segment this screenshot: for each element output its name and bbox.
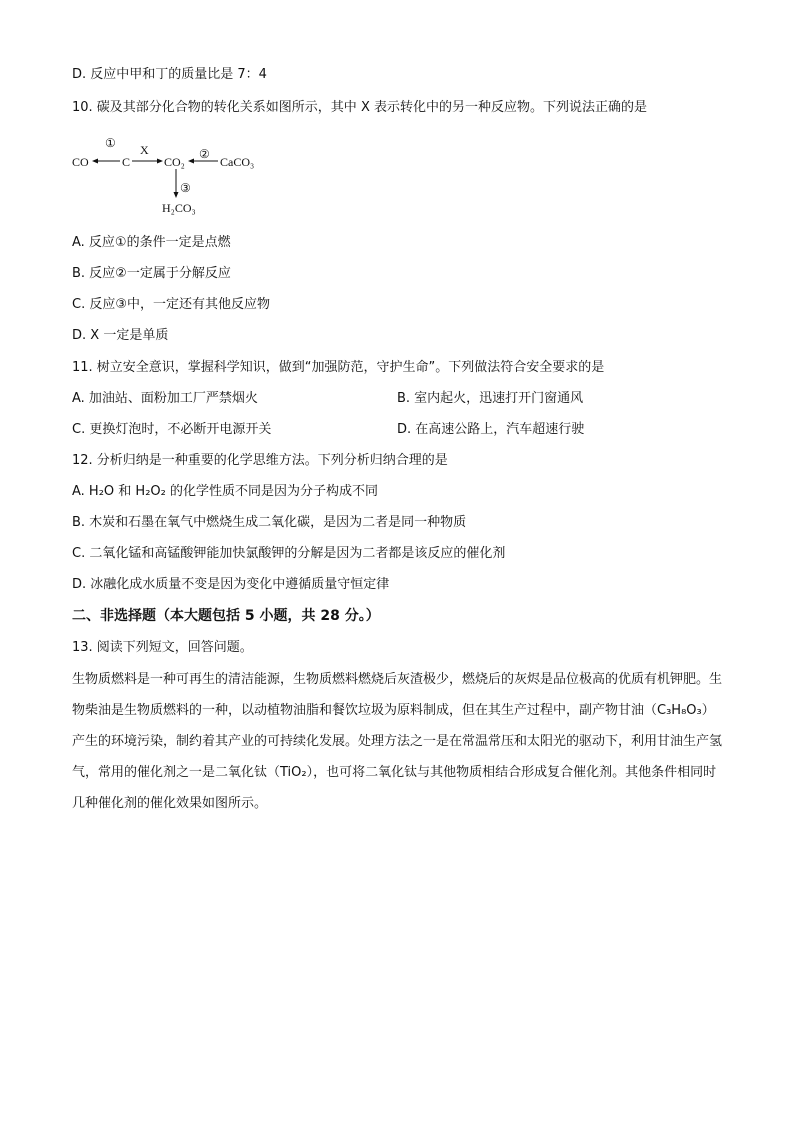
label-reaction-2: ② (199, 147, 210, 161)
compound-co2: CO₂ (164, 155, 185, 169)
label-reaction-3: ③ (180, 181, 191, 195)
q9-option-d: D. 反应中甲和丁的质量比是 7：4 (72, 67, 267, 82)
compound-co: CO (72, 155, 89, 169)
carbon-conversion-diagram (72, 132, 272, 222)
q11-option-a: A. 加油站、面粉加工厂严禁烟火 (72, 391, 258, 406)
compound-h2co3: H₂CO₃ (162, 201, 196, 215)
q10-option-b: B. 反应②一定属于分解反应 (72, 266, 231, 281)
q11-option-c: C. 更换灯泡时，不必断开电源开关 (72, 422, 272, 437)
q10-option-a: A. 反应①的条件一定是点燃 (72, 235, 231, 250)
q11-stem: 11. 树立安全意识，掌握科学知识，做到“加强防范，守护生命”。下列做法符合安全要求的是 (72, 360, 605, 375)
arrowhead-co (92, 159, 98, 164)
q10-option-d: D. X 一定是单质 (72, 328, 169, 343)
section-heading: 二、非选择题（本大题包括 5 小题，共 28 分。） (72, 608, 380, 624)
q10-stem: 10. 碳及其部分化合物的转化关系如图所示，其中 X 表示转化中的另一种反应物。下列说法正确的是 (72, 100, 647, 115)
q12-stem: 12. 分析归纳是一种重要的化学思维方法。下列分析归纳合理的是 (72, 453, 448, 468)
arrowhead-co2-right (188, 159, 194, 164)
q12-option-d: D. 冰融化成水质量不变是因为变化中遵循质量守恒定律 (72, 577, 390, 592)
q13-stem: 13. 阅读下列短文，回答问题。 (72, 640, 253, 655)
q13-passage: 生物质燃料是一种可再生的清洁能源，生物质燃料燃烧后灰渣极少，燃烧后的灰烬是品位极高的优质有机钾肥。生物柴油是生物质燃料的一种，以动植物油脂和餐饮垃圾为原料制成，但在其生产过程中，副产物甘油（C₃H₈O₃）产生的环境污染，制约着其产业的可持续化发展。处理方法之一是在常温常压和太阳光的驱动下，利用甘油生产氢气，常用的催化剂之一是二氧化钛（TiO₂），也可将二氧化钛与其他物质相结合形成复合催化剂。其他条件相同时几种催化剂的催化效果如图所示。 (72, 672, 723, 811)
arrowhead-co2-left (157, 159, 163, 164)
q12-option-b: B. 木炭和石墨在氧气中燃烧生成二氧化碳，是因为二者是同一种物质 (72, 515, 467, 530)
label-reaction-1: ① (105, 136, 116, 150)
arrowhead-h2co3 (174, 192, 179, 198)
q12-option-a: A. H₂O 和 H₂O₂ 的化学性质不同是因为分子构成不同 (72, 484, 378, 499)
compound-caco3: CaCO₃ (220, 155, 255, 169)
q11-option-d: D. 在高速公路上，汽车超速行驶 (397, 422, 585, 437)
reactant-x: X (140, 143, 149, 157)
element-c: C (122, 155, 131, 169)
q11-option-b: B. 室内起火，迅速打开门窗通风 (397, 391, 584, 406)
q12-option-c: C. 二氧化锰和高锰酸钾能加快氯酸钾的分解是因为二者都是该反应的催化剂 (72, 546, 506, 561)
q10-option-c: C. 反应③中，一定还有其他反应物 (72, 297, 270, 312)
